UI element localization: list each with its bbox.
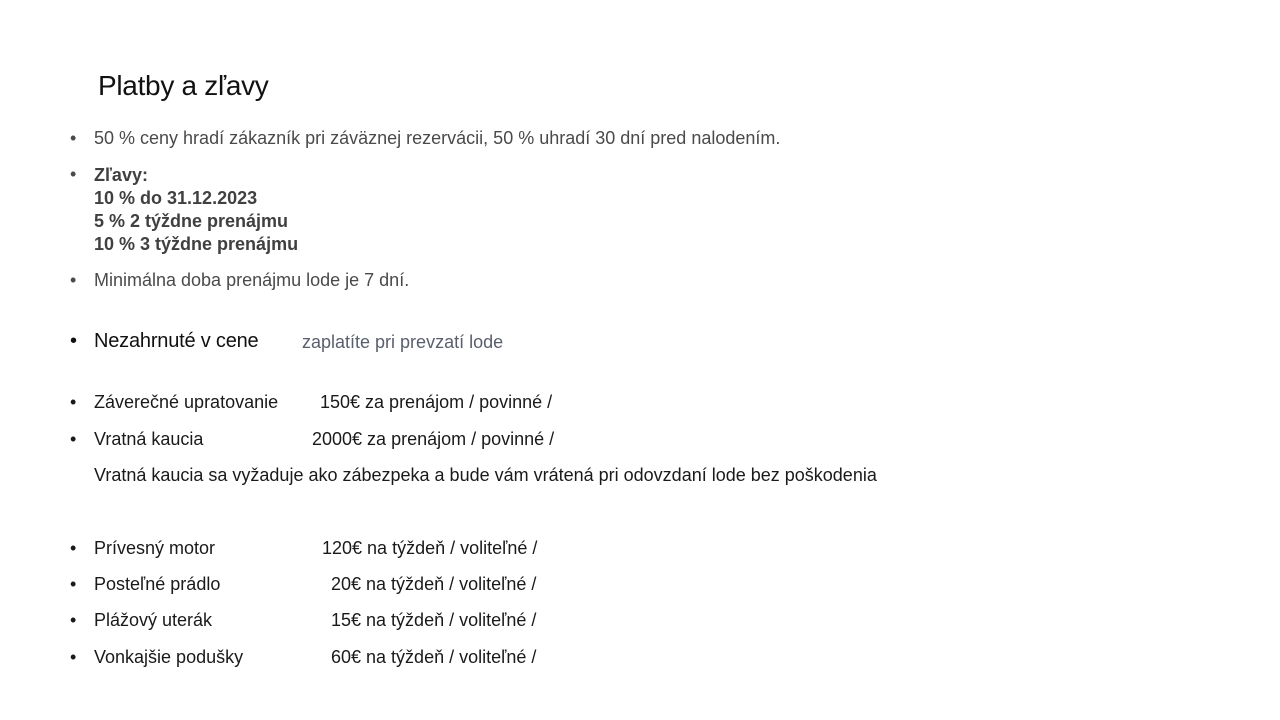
item-price: 60€ na týždeň / voliteľné /: [331, 647, 537, 667]
item-name: Prívesný motor: [94, 538, 216, 558]
item-name: Plážový uterák: [94, 610, 213, 630]
not-included-label: Nezahrnuté v cene: [94, 330, 259, 352]
bullet-icon: •: [70, 392, 77, 412]
deposit-note: Vratná kaucia sa vyžaduje ako zábezpeka a bude vám vrátená pri odovzdaní lode bez poškodenia: [94, 465, 877, 485]
discounts-block: [94, 164, 298, 256]
item-price: 20€ na týždeň / voliteľné /: [331, 574, 537, 594]
bullet-icon: •: [70, 610, 77, 630]
discount-line: 5 % 2 týždne prenájmu: [94, 211, 289, 231]
bullet-icon: •: [70, 164, 77, 184]
item-name: Vonkajšie podušky: [94, 647, 244, 667]
discounts-heading: Zľavy:: [94, 165, 148, 185]
payment-note: 50 % ceny hradí zákazník pri záväznej rezervácii, 50 % uhradí 30 dní pred nalodením.: [94, 128, 781, 148]
bullet-icon: •: [70, 647, 77, 667]
min-rental-note: Minimálna doba prenájmu lode je 7 dní.: [94, 270, 410, 290]
not-included-note: zaplatíte pri prevzatí lode: [302, 332, 504, 352]
item-price: 15€ na týždeň / voliteľné /: [331, 610, 537, 630]
item-price: 150€ za prenájom / povinné /: [320, 392, 553, 412]
bullet-icon: •: [70, 270, 77, 290]
bullet-icon: •: [70, 574, 77, 594]
bullet-icon: •: [70, 538, 77, 558]
item-price: 120€ na týždeň / voliteľné /: [322, 538, 538, 558]
bullet-icon: •: [70, 330, 77, 352]
discount-line: 10 % 3 týždne prenájmu: [94, 234, 299, 254]
item-name: Vratná kaucia: [94, 429, 204, 449]
item-name: Záverečné upratovanie: [94, 392, 279, 412]
item-name: Posteľné prádlo: [94, 574, 221, 594]
bullet-icon: •: [70, 429, 77, 449]
bullet-icon: •: [70, 128, 77, 148]
item-price: 2000€ za prenájom / povinné /: [312, 429, 555, 449]
discount-line: 10 % do 31.12.2023: [94, 188, 258, 208]
slide-title: Platby a zľavy: [98, 70, 269, 101]
